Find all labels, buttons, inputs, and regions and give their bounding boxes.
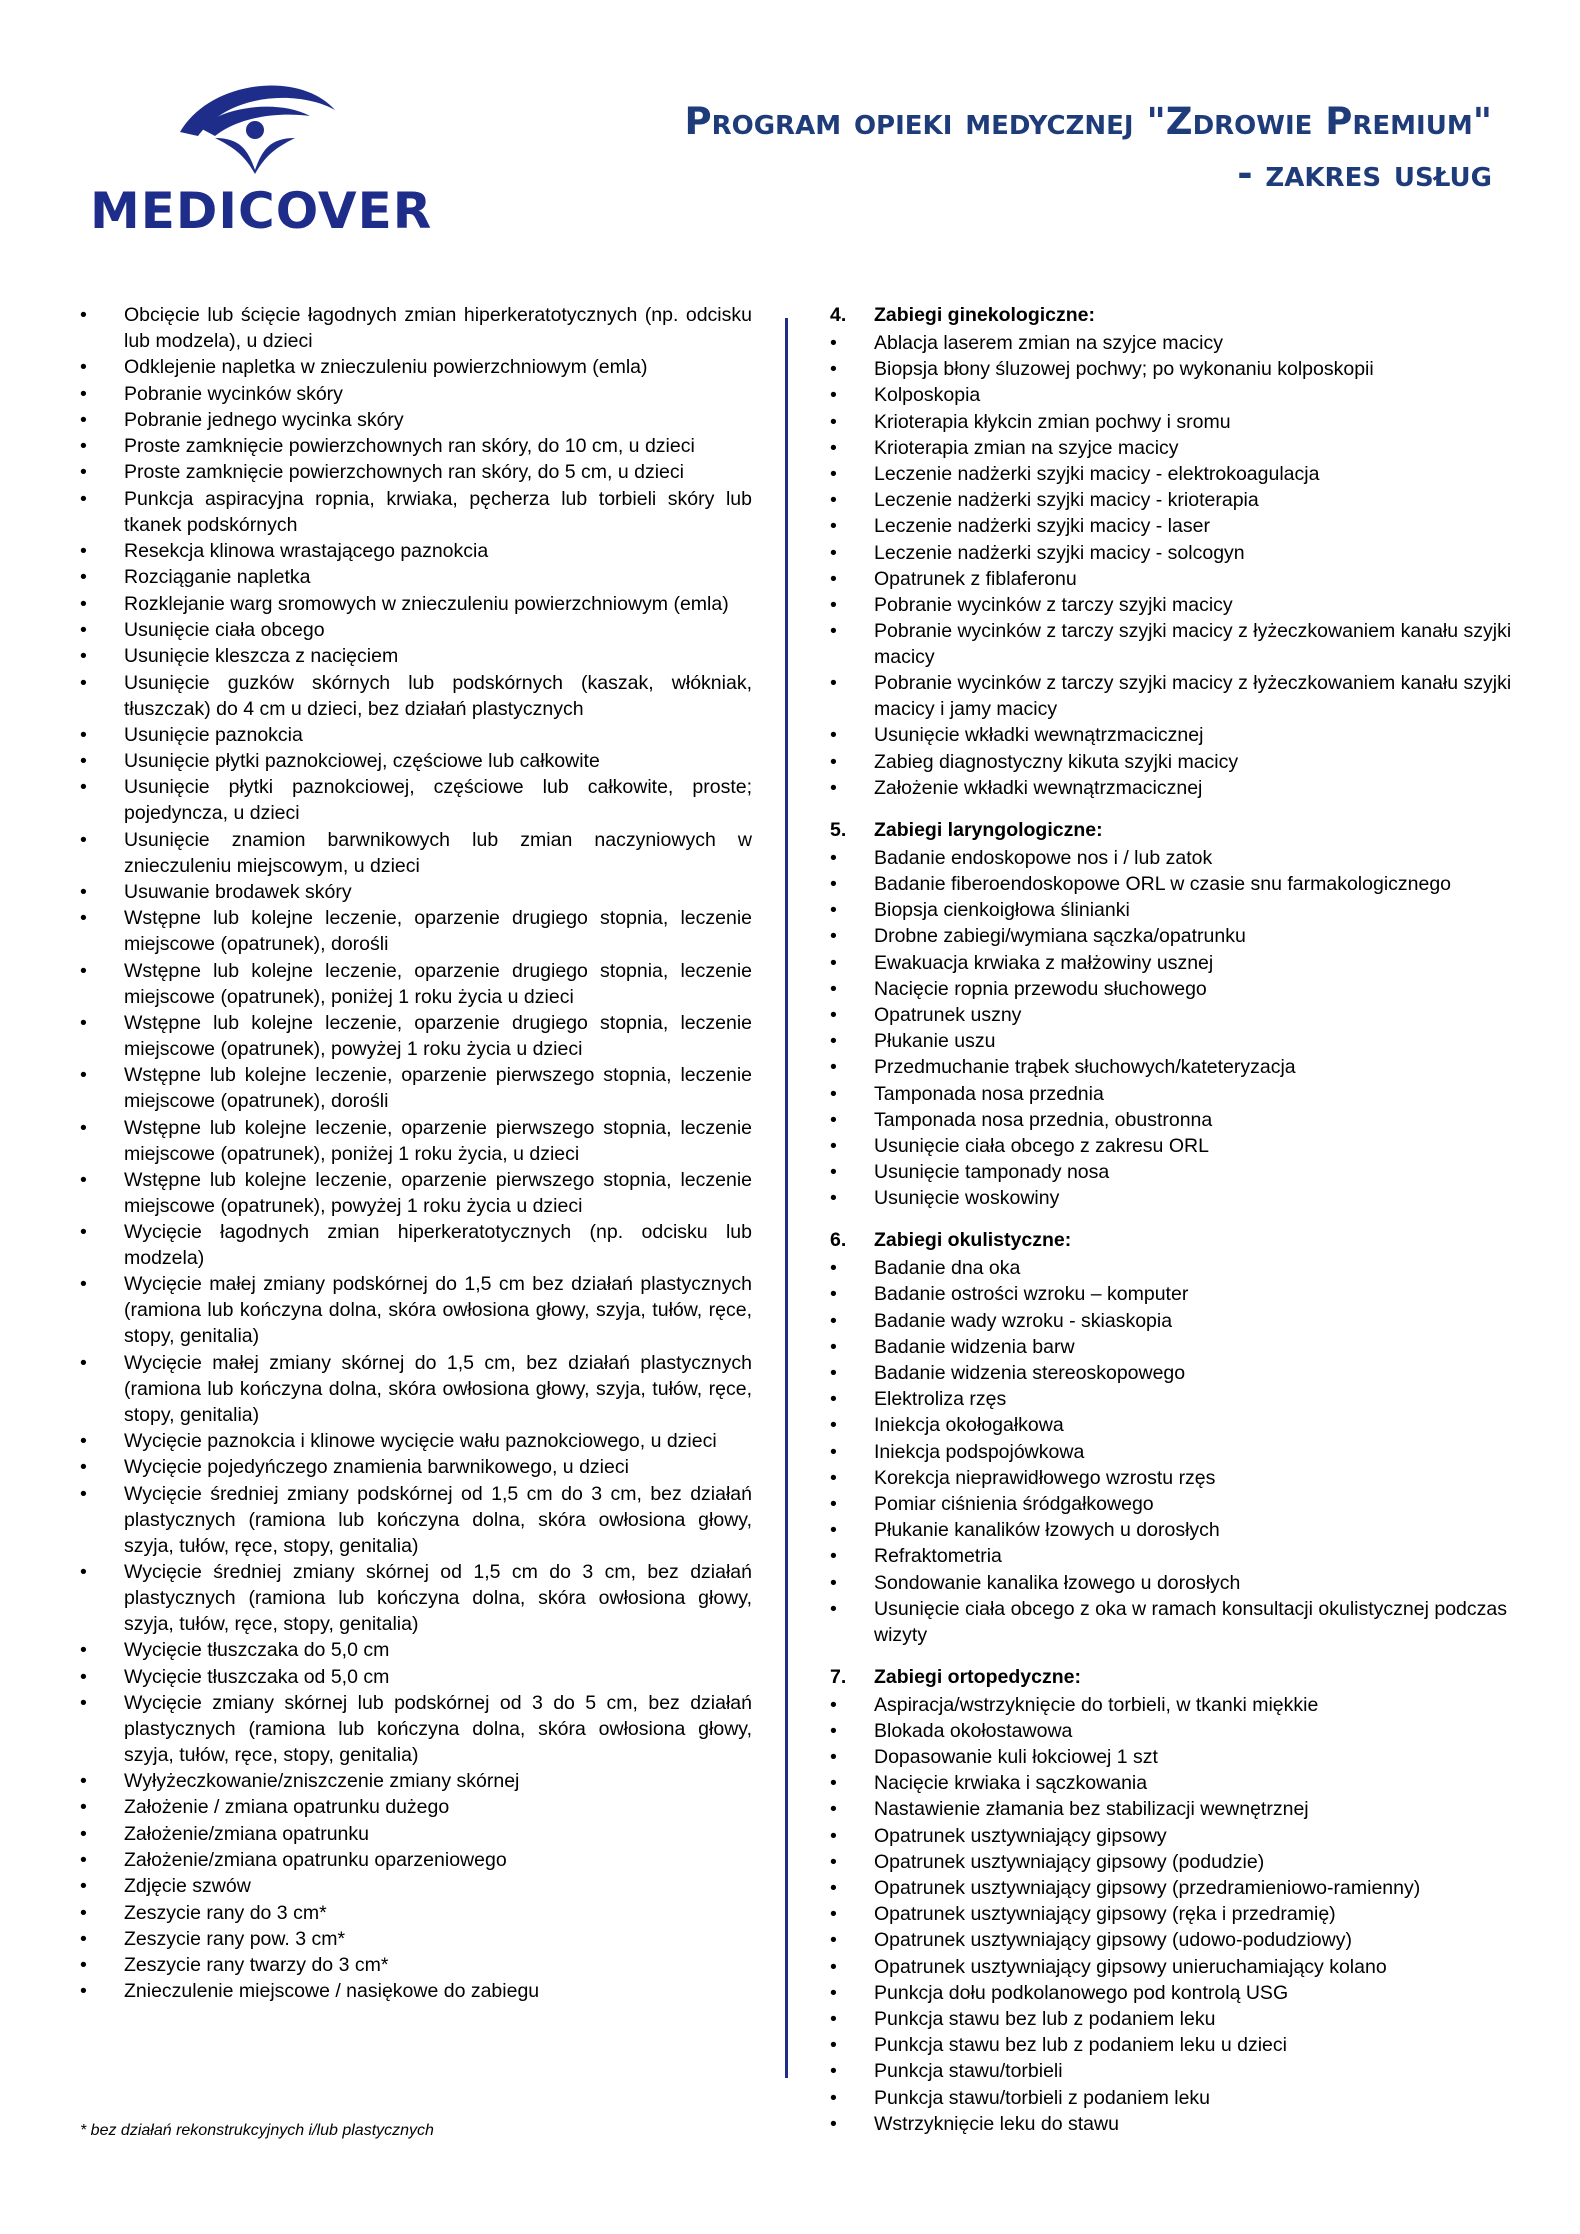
list-item: • Zabieg diagnostyczny kikuta szyjki macicy bbox=[830, 749, 1520, 775]
list-item: • Usunięcie wkładki wewnątrzmacicznej bbox=[830, 722, 1520, 748]
list-item: • Refraktometria bbox=[830, 1543, 1520, 1569]
list-item: • Badanie widzenia barw bbox=[830, 1334, 1520, 1360]
list-item: • Wycięcie pojedyńczego znamienia barwnikowego, u dzieci bbox=[80, 1454, 752, 1480]
list-item: • Założenie / zmiana opatrunku dużego bbox=[80, 1794, 752, 1820]
column-divider bbox=[785, 318, 788, 2078]
list-item: • Elektroliza rzęs bbox=[830, 1386, 1520, 1412]
list-item: • Usunięcie ciała obcego bbox=[80, 617, 752, 643]
list-item: • Dopasowanie kuli łokciowej 1 szt bbox=[830, 1744, 1520, 1770]
logo-emblem-icon bbox=[170, 70, 340, 175]
list-item: • Badanie dna oka bbox=[830, 1255, 1520, 1281]
list-item: • Biopsja cienkoigłowa ślinianki bbox=[830, 897, 1520, 923]
list-item: • Nastawienie złamania bez stabilizacji wewnętrznej bbox=[830, 1796, 1520, 1822]
list-item: • Nacięcie krwiaka i sączkowania bbox=[830, 1770, 1520, 1796]
section bbox=[830, 302, 1520, 801]
section-heading bbox=[830, 302, 1520, 328]
list-item: • Badanie endoskopowe nos i / lub zatok bbox=[830, 845, 1520, 871]
list-item: • Opatrunek usztywniający gipsowy (podudzie) bbox=[830, 1849, 1520, 1875]
list-item: • Wstępne lub kolejne leczenie, oparzenie pierwszego stopnia, leczenie miejscowe (opatrunek), poniżej 1 roku życia, u dzieci bbox=[80, 1115, 752, 1167]
section bbox=[830, 1664, 1520, 2137]
list-item: • Leczenie nadżerki szyjki macicy - solcogyn bbox=[830, 540, 1520, 566]
list-item: • Biopsja błony śluzowej pochwy; po wykonaniu kolposkopii bbox=[830, 356, 1520, 382]
list-item: • Obcięcie lub ścięcie łagodnych zmian hiperkeratotycznych (np. odcisku lub modzela), u dzieci bbox=[80, 302, 752, 354]
list-item: • Usunięcie znamion barwnikowych lub zmian naczyniowych w znieczuleniu miejscowym, u dzieci bbox=[80, 827, 752, 879]
list-item: • Rozklejanie warg sromowych w znieczuleniu powierzchniowym (emla) bbox=[80, 591, 752, 617]
list-item: • Opatrunek usztywniający gipsowy (ręka i przedramię) bbox=[830, 1901, 1520, 1927]
list-item: • Zeszycie rany do 3 cm* bbox=[80, 1900, 752, 1926]
list-item: • Sondowanie kanalika łzowego u dorosłych bbox=[830, 1570, 1520, 1596]
section bbox=[830, 1227, 1520, 1647]
list-item: • Znieczulenie miejscowe / nasiękowe do zabiegu bbox=[80, 1978, 752, 2004]
list-item: • Resekcja klinowa wrastającego paznokcia bbox=[80, 538, 752, 564]
section-number: 6. bbox=[830, 1229, 847, 1252]
list-item: • Wyłyżeczkowanie/zniszczenie zmiany skórnej bbox=[80, 1768, 752, 1794]
list-item: • Badanie ostrości wzroku – komputer bbox=[830, 1281, 1520, 1307]
list-item: • Badanie fiberoendoskopowe ORL w czasie snu farmakologicznego bbox=[830, 871, 1520, 897]
left-column bbox=[80, 302, 752, 2005]
list-item: • Wycięcie łagodnych zmian hiperkeratotycznych (np. odcisku lub modzela) bbox=[80, 1219, 752, 1271]
section-list bbox=[830, 330, 1520, 801]
list-item: • Punkcja aspiracyjna ropnia, krwiaka, pęcherza lub torbieli skóry lub tkanek podskórnych bbox=[80, 486, 752, 538]
list-item: • Wstępne lub kolejne leczenie, oparzenie drugiego stopnia, leczenie miejscowe (opatrunek), poniżej 1 roku życia u dzieci bbox=[80, 958, 752, 1010]
list-item: • Usunięcie woskowiny bbox=[830, 1185, 1520, 1211]
section-number: 7. bbox=[830, 1665, 847, 1688]
list-item: • Krioterapia zmian na szyjce macicy bbox=[830, 435, 1520, 461]
list-item: • Założenie wkładki wewnątrzmacicznej bbox=[830, 775, 1520, 801]
list-item: • Usunięcie guzków skórnych lub podskórnych (kaszak, włókniak, tłuszczak) do 4 cm u dzieci, bez działań plastycznych bbox=[80, 670, 752, 722]
list-item: • Zeszycie rany twarzy do 3 cm* bbox=[80, 1952, 752, 1978]
list-item: • Wycięcie średniej zmiany podskórnej od 1,5 cm do 3 cm, bez działań plastycznych (ramiona lub kończyna dolna, skóra owłosiona głowy, szyja, tułów, ręce, stopy, genitalia) bbox=[80, 1481, 752, 1559]
list-item: • Wycięcie tłuszczaka od 5,0 cm bbox=[80, 1664, 752, 1690]
list-item: • Usuwanie brodawek skóry bbox=[80, 879, 752, 905]
list-item: • Proste zamknięcie powierzchownych ran skóry, do 10 cm, u dzieci bbox=[80, 433, 752, 459]
list-item: • Punkcja stawu/torbieli z podaniem leku bbox=[830, 2085, 1520, 2111]
list-item: • Wstępne lub kolejne leczenie, oparzenie pierwszego stopnia, leczenie miejscowe (opatrunek), powyżej 1 roku życia u dzieci bbox=[80, 1167, 752, 1219]
list-item: • Zeszycie rany pow. 3 cm* bbox=[80, 1926, 752, 1952]
section-heading bbox=[830, 817, 1520, 843]
section-list bbox=[830, 1692, 1520, 2137]
list-item: • Iniekcja podspojówkowa bbox=[830, 1439, 1520, 1465]
list-item: • Iniekcja okołogałkowa bbox=[830, 1412, 1520, 1438]
list-item: • Aspiracja/wstrzyknięcie do torbieli, w tkanki miękkie bbox=[830, 1692, 1520, 1718]
list-item: • Przedmuchanie trąbek słuchowych/kateteryzacja bbox=[830, 1054, 1520, 1080]
section-number: 4. bbox=[830, 304, 847, 326]
list-item: • Usunięcie płytki paznokciowej, częściowe lub całkowite bbox=[80, 748, 752, 774]
list-item: • Blokada okołostawowa bbox=[830, 1718, 1520, 1744]
list-item: • Pomiar ciśnienia śródgałkowego bbox=[830, 1491, 1520, 1517]
list-item: • Wycięcie średniej zmiany skórnej od 1,5 cm do 3 cm, bez działań plastycznych (ramiona lub kończyna dolna, skóra owłosiona głowy, szyja, tułów, ręce, stopy, genitalia) bbox=[80, 1559, 752, 1637]
list-item: • Tamponada nosa przednia, obustronna bbox=[830, 1107, 1520, 1133]
list-item: • Wycięcie małej zmiany skórnej do 1,5 cm, bez działań plastycznych (ramiona lub kończyna dolna, skóra owłosiona głowy, szyja, tułów, ręce, stopy, genitalia) bbox=[80, 1350, 752, 1428]
section-title: Zabiegi ginekologiczne: bbox=[874, 304, 1096, 326]
list-item: • Wycięcie paznokcia i klinowe wycięcie wału paznokciowego, u dzieci bbox=[80, 1428, 752, 1454]
list-item: • Krioterapia kłykcin zmian pochwy i sromu bbox=[830, 409, 1520, 435]
page-header bbox=[0, 0, 1580, 260]
list-item: • Ewakuacja krwiaka z małżowiny usznej bbox=[830, 950, 1520, 976]
logo-wordmark: MEDICOVER bbox=[90, 182, 433, 240]
list-item: • Drobne zabiegi/wymiana sączka/opatrunku bbox=[830, 923, 1520, 949]
section-number: 5. bbox=[830, 818, 847, 841]
list-item: • Punkcja stawu/torbieli bbox=[830, 2058, 1520, 2084]
procedure-list bbox=[80, 302, 752, 2004]
list-item: • Usunięcie paznokcia bbox=[80, 722, 752, 748]
list-item: • Opatrunek uszny bbox=[830, 1002, 1520, 1028]
list-item: • Wycięcie tłuszczaka do 5,0 cm bbox=[80, 1637, 752, 1663]
list-item: • Założenie/zmiana opatrunku oparzeniowego bbox=[80, 1847, 752, 1873]
list-item: • Rozciąganie napletka bbox=[80, 564, 752, 590]
list-item: • Usunięcie kleszcza z nacięciem bbox=[80, 643, 752, 669]
title-line-1: Program opieki medycznej "Zdrowie Premium" bbox=[684, 100, 1492, 143]
list-item: • Usunięcie płytki paznokciowej, częściowe lub całkowite, proste; pojedyncza, u dzieci bbox=[80, 774, 752, 826]
section bbox=[830, 817, 1520, 1211]
list-item: • Ablacja laserem zmian na szyjce macicy bbox=[830, 330, 1520, 356]
list-item: • Punkcja stawu bez lub z podaniem leku bbox=[830, 2006, 1520, 2032]
list-item: • Leczenie nadżerki szyjki macicy - elektrokoagulacja bbox=[830, 461, 1520, 487]
list-item: • Pobranie wycinków skóry bbox=[80, 381, 752, 407]
list-item: • Kolposkopia bbox=[830, 382, 1520, 408]
page-title bbox=[684, 96, 1492, 200]
section-title: Zabiegi okulistyczne: bbox=[874, 1229, 1072, 1252]
list-item: • Leczenie nadżerki szyjki macicy - krioterapia bbox=[830, 487, 1520, 513]
list-item: • Zdjęcie szwów bbox=[80, 1873, 752, 1899]
list-item: • Usunięcie ciała obcego z oka w ramach konsultacji okulistycznej podczas wizyty bbox=[830, 1596, 1520, 1648]
list-item: • Wstępne lub kolejne leczenie, oparzenie drugiego stopnia, leczenie miejscowe (opatrunek), dorośli bbox=[80, 905, 752, 957]
right-column bbox=[830, 302, 1520, 2153]
title-line-2: - zakres usług bbox=[1237, 152, 1492, 195]
list-item: • Usunięcie tamponady nosa bbox=[830, 1159, 1520, 1185]
list-item: • Pobranie wycinków z tarczy szyjki macicy bbox=[830, 592, 1520, 618]
section-title: Zabiegi ortopedyczne: bbox=[874, 1665, 1081, 1688]
list-item: • Pobranie jednego wycinka skóry bbox=[80, 407, 752, 433]
list-item: • Tamponada nosa przednia bbox=[830, 1081, 1520, 1107]
list-item: • Opatrunek usztywniający gipsowy unieruchamiający kolano bbox=[830, 1954, 1520, 1980]
section-heading bbox=[830, 1227, 1520, 1253]
list-item: • Leczenie nadżerki szyjki macicy - laser bbox=[830, 513, 1520, 539]
list-item: • Badanie wady wzroku - skiaskopia bbox=[830, 1308, 1520, 1334]
list-item: • Pobranie wycinków z tarczy szyjki macicy z łyżeczkowaniem kanału szyjki macicy bbox=[830, 618, 1520, 670]
list-item: • Opatrunek usztywniający gipsowy bbox=[830, 1823, 1520, 1849]
list-item: • Opatrunek usztywniający gipsowy (udowo-podudziowy) bbox=[830, 1927, 1520, 1953]
section-list bbox=[830, 1255, 1520, 1647]
list-item: • Płukanie uszu bbox=[830, 1028, 1520, 1054]
list-item: • Punkcja stawu bez lub z podaniem leku u dzieci bbox=[830, 2032, 1520, 2058]
list-item: • Wycięcie zmiany skórnej lub podskórnej od 3 do 5 cm, bez działań plastycznych (ramiona lub kończyna dolna, skóra owłosiona głowy, szyja, tułów, ręce, stopy, genitalia) bbox=[80, 1690, 752, 1768]
section-heading bbox=[830, 1664, 1520, 1690]
list-item: • Założenie/zmiana opatrunku bbox=[80, 1821, 752, 1847]
list-item: • Korekcja nieprawidłowego wzrostu rzęs bbox=[830, 1465, 1520, 1491]
list-item: • Wstępne lub kolejne leczenie, oparzenie drugiego stopnia, leczenie miejscowe (opatrunek), powyżej 1 roku życia u dzieci bbox=[80, 1010, 752, 1062]
list-item: • Punkcja dołu podkolanowego pod kontrolą USG bbox=[830, 1980, 1520, 2006]
section-list bbox=[830, 845, 1520, 1211]
list-item: • Badanie widzenia stereoskopowego bbox=[830, 1360, 1520, 1386]
list-item: • Opatrunek usztywniający gipsowy (przedramieniowo-ramienny) bbox=[830, 1875, 1520, 1901]
medicover-logo bbox=[90, 70, 433, 240]
list-item: • Usunięcie ciała obcego z zakresu ORL bbox=[830, 1133, 1520, 1159]
list-item: • Wstępne lub kolejne leczenie, oparzenie pierwszego stopnia, leczenie miejscowe (opatrunek), dorośli bbox=[80, 1062, 752, 1114]
list-item: • Wstrzyknięcie leku do stawu bbox=[830, 2111, 1520, 2137]
footnote: * bez działań rekonstrukcyjnych i/lub plastycznych bbox=[80, 2122, 434, 2139]
section-title: Zabiegi laryngologiczne: bbox=[874, 818, 1103, 841]
list-item: • Opatrunek z fiblaferonu bbox=[830, 566, 1520, 592]
list-item: • Pobranie wycinków z tarczy szyjki macicy z łyżeczkowaniem kanału szyjki macicy i jamy macicy bbox=[830, 670, 1520, 722]
list-item: • Odklejenie napletka w znieczuleniu powierzchniowym (emla) bbox=[80, 354, 752, 380]
list-item: • Wycięcie małej zmiany podskórnej do 1,5 cm bez działań plastycznych (ramiona lub kończyna dolna, skóra owłosiona głowy, szyja, tułów, ręce, stopy, genitalia) bbox=[80, 1271, 752, 1349]
list-item: • Płukanie kanalików łzowych u dorosłych bbox=[830, 1517, 1520, 1543]
list-item: • Nacięcie ropnia przewodu słuchowego bbox=[830, 976, 1520, 1002]
list-item: • Proste zamknięcie powierzchownych ran skóry, do 5 cm, u dzieci bbox=[80, 459, 752, 485]
